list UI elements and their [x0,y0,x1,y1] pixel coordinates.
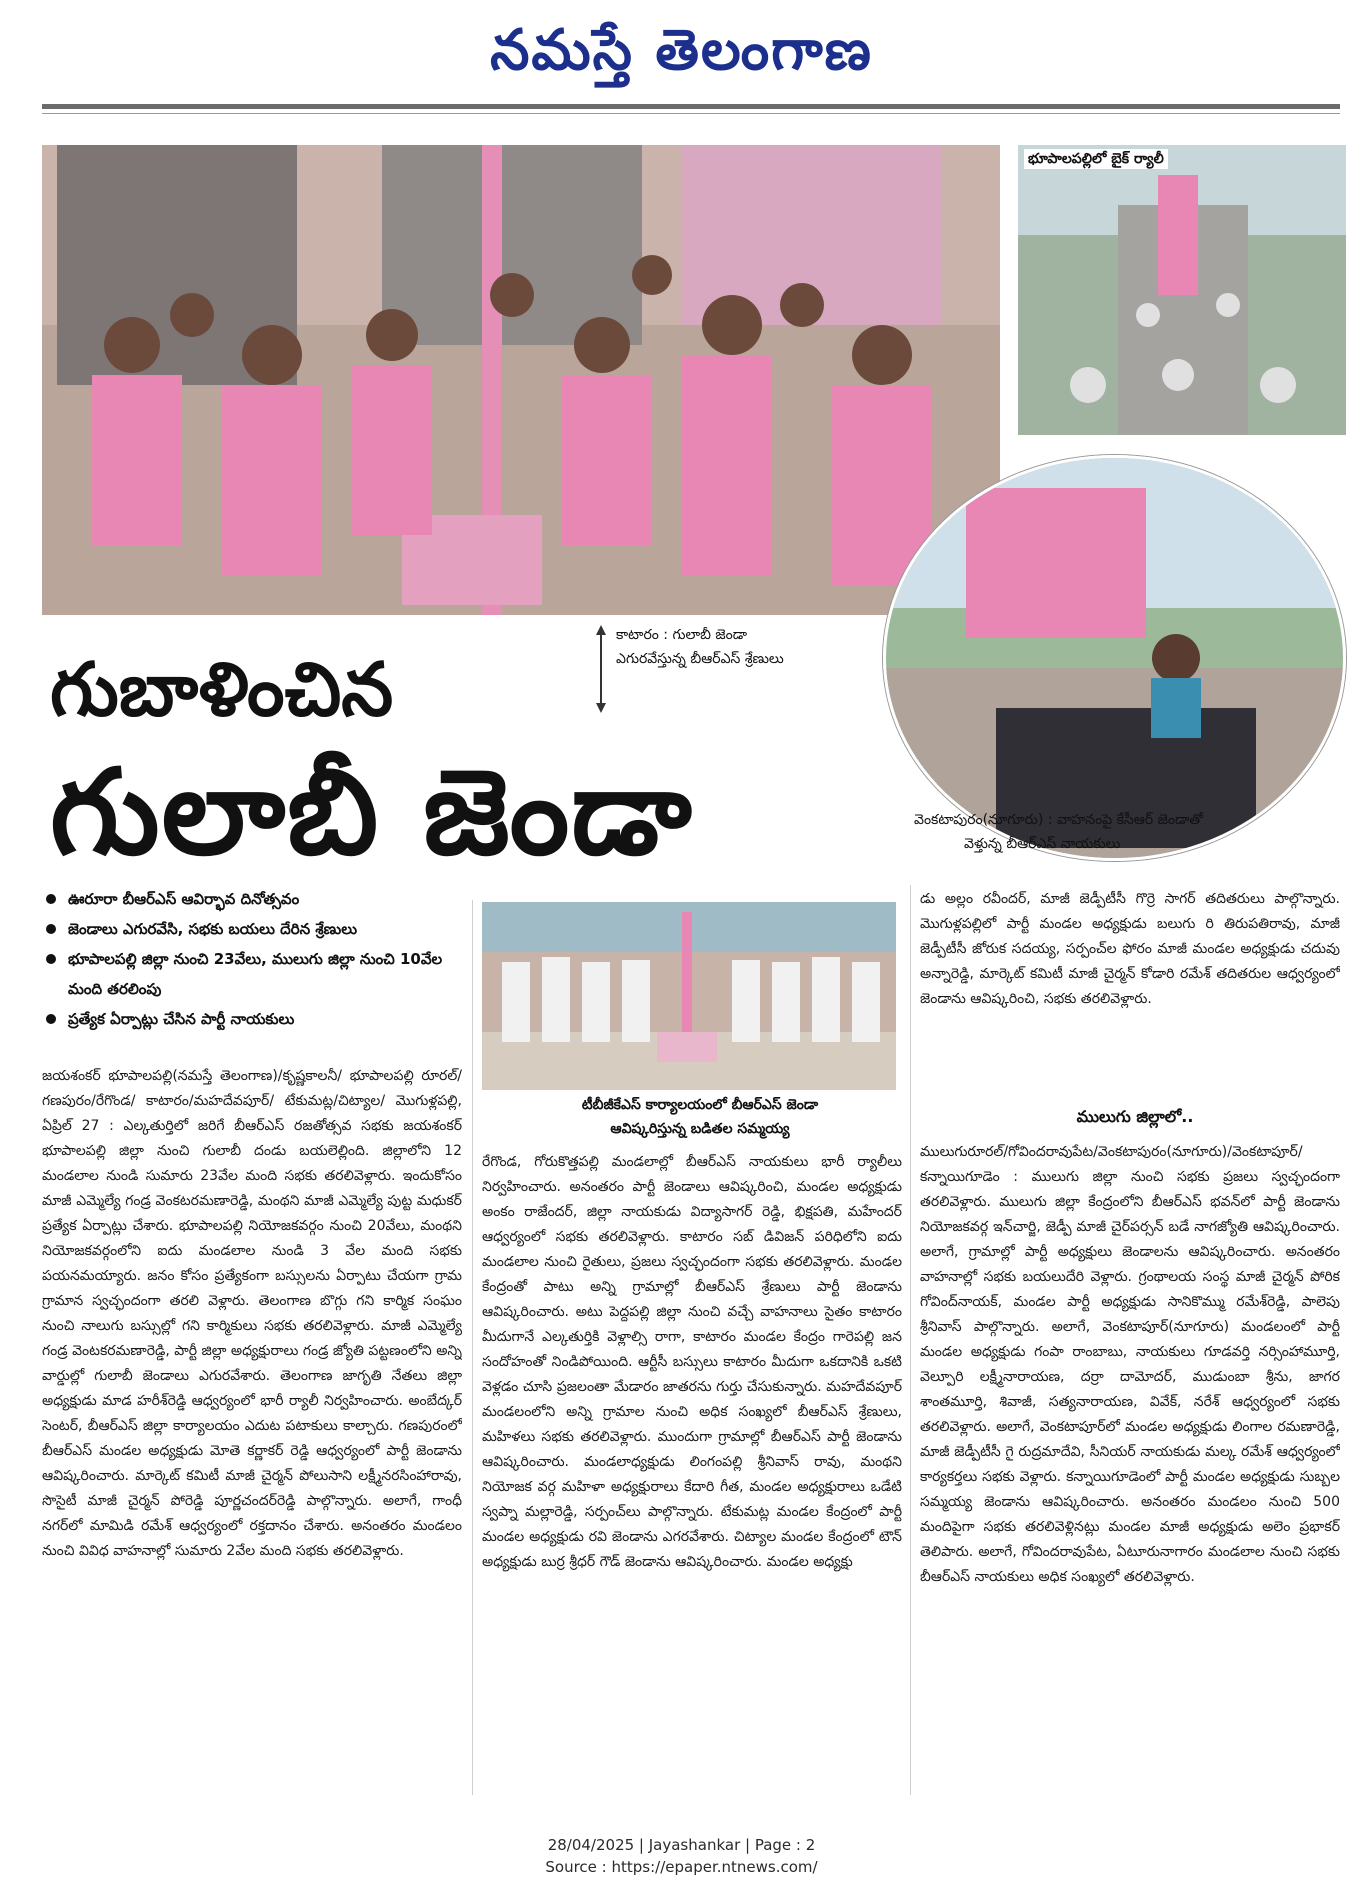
masthead-rule [42,104,1340,109]
tbgks-caption [500,1093,900,1149]
katharam-caption-line2: ఎగురవేస్తున్న బీఆర్‌ఎస్ శ్రేణులు [616,651,784,667]
article-column-3-top: డు అల్లం రవీందర్, మాజీ జెడ్పీటీసీ గొర్రె సాగర్ తదితరులు పాల్గొన్నారు. మొగుళ్లపల్లిలో పార్టీ మండల అధ్యక్షుడు బలుగు రి తిరుపతిరావు, మాజీ జెడ్పీటీసీ జోరుక సదయ్య, సర్పంచ్‌ల ఫోరం మాజీ మండల అధ్యక్షుడు చదువు అన్నారెడ్డి, మార్కెట్ కమిటీ మాజీ చైర్మన్ కోడారి రమేశ్ తదితరుల ఆధ్వర్యంలో జెండాను ఆవిష్కరించి, సభకు తరలివెళ్లారు. [920,891,1340,1007]
caption-arrow-icon [596,625,606,713]
page-footer-source: Source : https://epaper.ntnews.com/ [545,1858,818,1876]
headline-line1: గుబాళించిన [50,647,394,733]
column-divider [910,885,911,1795]
katharam-caption-line1: కాటారం : గులాబీ జెండా [616,627,747,643]
venkatapuram-caption-line1: వెంకటాపురం(నూగూరు) : వాహనంపై కేసీఆర్ జెండాతో [914,812,1203,828]
main-rally-photo [42,145,1000,615]
tbgks-caption-line1: టీబీజీకేఎస్ కార్యాలయంలో బీఆర్‌ఎస్ జెండా [581,1097,819,1113]
article-column-2: రేగొండ, గోరుకొత్తపల్లి మండలాల్లో బీఆర్‌ఎస్ నాయకులు భారీ ర్యాలీలు నిర్వహించారు. అనంతరం పార్టీ జెండాలు ఆవిష్కరించి, మండల అధ్యక్షుడు అంకం రాజేందర్, జిల్లా నాయకుడు విద్యాసాగర్ రెడ్డి, భిక్షపతి, మహేందర్ ఆధ్వర్యంలో సభకు తరలివెళ్లారు. కాటారం సబ్ డివిజన్ పరిధిలోని ఐదు మండలాల నుంచి రైతులు, ప్రజలు స్వచ్ఛందంగా సభకు తరలివెళ్లారు. మండల కేంద్రంతో పాటు అన్ని గ్రామాల్లో బీఆర్‌ఎస్ శ్రేణులు పార్టీ జెండాను ఆవిష్కరించారు. అటు పెద్దపల్లి జిల్లా నుంచి వచ్చే వాహనాలు సైతం కాటారం మీదుగానే ఎల్కతుర్తికి వెళ్లాల్సి రాగా, కాటారం మండల కేంద్రం గారెపల్లి జన సందోహంతో నిండిపోయింది. ఆర్టీసీ బస్సులు కాటారం మీదుగా ఒకదానికి ఒకటి వెళ్లడం చూసి ప్రజలంతా మేడారం జాతరను గుర్తు చేసుకున్నారు. మహదేవపూర్ మండలంలోని అన్ని గ్రామాల నుంచి అధిక సంఖ్యలో బీఆర్‌ఎస్ శ్రేణులు, మహిళలు సభకు తరలివెళ్లారు. ముందుగా గ్రామాల్లో బీఆర్‌ఎస్ పార్టీ జెండాను ఆవిష్కరించారు. మండలాధ్యక్షుడు లింగంపల్లి శ్రీనివాస్ రావు, మంథని నియోజక వర్గ మహిళా అధ్యక్షురాలు కేదారి గీత, మండల అధ్యక్షురాలు ఒడేటి స్వప్నా మల్లారెడ్డి, సర్పంచ్‌లు పాల్గొన్నారు. టేకుమట్ల మండల కేంద్రంలో పార్టీ మండల అధ్యక్షుడు రవి జెండాను ఎగరవేశారు. చిట్యాల మండల కేంద్రంలో టౌన్ అధ్యక్షుడు బుర్ర శ్రీధర్ గౌడ్ జెండాను ఆవిష్కరించారు. మండల అధ్యక్షు [482,1154,902,1570]
bike-rally-label: భూపాలపల్లిలో బైక్ ర్యాలీ [1024,149,1168,169]
mulugu-subheading: ములుగు జిల్లాలో.. [1076,1107,1194,1126]
highlight-item: ఊరూరా బీఆర్‌ఎస్ ఆవిర్భావ దినోత్సవం [40,884,470,914]
article-column-1: జయశంకర్ భూపాలపల్లి(నమస్తే తెలంగాణ)/కృష్ణకాలనీ/ భూపాలపల్లి రూరల్/గణపురం/రేగొండ/ కాటారం/మహదేవపూర్/ టేకుమట్ల/చిట్యాల/ మొగుళ్లపల్లి, ఏప్రిల్ 27 : ఎల్కతుర్తిలో జరిగే బీఆర్‌ఎస్ రజతోత్సవ సభకు జయశంకర్ భూపాలపల్లి జిల్లా నుంచి గులాబీ దండు బయలెల్లింది. జిల్లాలోని 12 మండలాల నుండి సుమారు 23వేల మంది సభకు తరలివెళ్లారు. ఇందుకోసం మాజీ ఎమ్మెల్యే గండ్ర వెంకటరమణారెడ్డి, మంథని మాజీ ఎమ్మెల్యే పుట్ట మధుకర్ ప్రత్యేక ఏర్పాట్లు చేశారు. భూపాలపల్లి నియోజకవర్గం నుంచి 20వేలు, మంథని నియోజకవర్గంలోని ఐదు మండలాల నుండి 3 వేల మంది సభకు పయనమయ్యారు. జనం కోసం ప్రత్యేకంగా బస్సులను ఏర్పాటు చేయగా గ్రామ గ్రామాన స్వచ్ఛందంగా తరలి వెళ్లారు. తెలంగాణ బొగ్గు గని కార్మిక సంఘం నుంచి నాలుగు బస్సుల్లో గని కార్మికులు సభకు తరలివెళ్లారు. మాజీ ఎమ్మెల్యే గండ్ర వెంటకరమణారెడ్డి, పార్టీ జిల్లా అధ్యక్షురాలు గండ్ర జ్యోతి పట్టణంలోని అన్ని వార్డుల్లో గులాబీ జెండాలు ఎగురవేశారు. తెలంగాణ జాగృతి నేతలు జిల్లా అధ్యక్షుడు మాడ హరీశ్‌రెడ్డి ఆధ్వర్యంలో భారీ ర్యాలీ నిర్వహించారు. అంబేద్కర్ సెంటర్, బీఆర్‌ఎస్ జిల్లా కార్యాలయం ఎదుట పటాకులు కాల్చారు. గణపురంలో బీఆర్‌ఎస్ మండల అధ్యక్షుడు మోతె కర్ణాకర్ రెడ్డి ఆధ్వర్యంలో పార్టీ జెండాను ఆవిష్కరించారు. మార్కెట్ కమిటీ మాజీ చైర్మన్ పోలుసాని లక్ష్మీనరసింహారావు, సొసైటీ మాజీ చైర్మన్ పోరెడ్డి పూర్ణచందర్‌రెడ్డి పాల్గొన్నారు. అలాగే, గాంధీ నగర్‌లో మామిడి రమేశ్ ఆధ్వర్యంలో రక్తదానం చేశారు. అనంతరం మండలం నుంచి వివిధ వాహనాల్లో సుమారు 2వేల మంది సభకు తరలివెళ్లారు. [42,1068,462,1559]
tbgks-caption-line2: ఆవిష్కరిస్తున్న బడితల సమ్మయ్య [610,1121,790,1137]
bike-rally-photo [1018,145,1346,435]
car-flag-photo [883,455,1346,861]
highlight-item: ప్రత్యేక ఏర్పాట్లు చేసిన పార్టీ నాయకులు [40,1004,470,1034]
headline-line2: గులాబీ జెండా [50,743,694,881]
venkatapuram-caption-line2: వెళ్తున్న బీఆర్‌ఎస్ నాయకులు [964,836,1121,852]
article-column-3-bottom: ములుగురూరల్/గోవిందరావుపేట/వెంకటాపురం(నూగూరు)/వెంకటాపూర్/కన్నాయిగూడెం : ములుగు జిల్లా నుంచి సభకు ప్రజలు స్వచ్ఛందంగా తరలివెళ్లారు. ములుగు జిల్లా కేంద్రంలోని బీఆర్‌ఎస్ భవన్‌లో పార్టీ జెండాను నియోజకవర్గ ఇన్‌చార్జి, జెడ్పీ మాజీ చైర్‌పర్సన్ బడే నాగజ్యోతి ఆవిష్కరించారు. అలాగే, గ్రామాల్లో పార్టీ అధ్యక్షులు జెండాలను ఆవిష్కరించారు. అనంతరం వాహనాల్లో సభకు బయలుదేరి వెళ్లారు. గ్రంథాలయ సంస్థ మాజీ చైర్మన్ పోరిక గోవింద్‌నాయక్, మండల పార్టీ అధ్యక్షుడు సానికొమ్ము రమేశ్‌రెడ్డి, పాలెపు శ్రీనివాస్ పాల్గొన్నారు. అలాగే, వెంకటాపూర్(నూగూరు) మండలంలో పార్టీ మండల అధ్యక్షుడు గంపా రాంబాబు, నాయకులు గూడవర్తి నర్సింహామూర్తి, వెల్పూరి లక్ష్మీనారాయణ, దర్రా దామోదర్, ముడుంబా శ్రీను, జాగర శాంతమూర్తి, శివాజీ, సత్యనారాయణ, వివేక్, నరేశ్ ఆధ్వర్యంలో సభకు తరలివెళ్లారు. అలాగే, వెంకటాపూర్‌లో మండల అధ్యక్షుడు లింగాల రమణారెడ్డి, మాజీ జెడ్పీటీసీ గై రుద్రమాదేవి, సీనియర్ నాయకుడు మల్క రమేశ్ ఆధ్వర్యంలో కార్యకర్తలు సభకు వెళ్లారు. కన్నాయిగూడెంలో పార్టీ మండల అధ్యక్షుడు సుబ్బల సమ్మయ్య జెండాను ఆవిష్కరించారు. అనంతరం మండలం నుంచి 500 మందిపైగా సభకు తరలివెళ్లినట్లు మండల మాజీ అధ్యక్షుడు అలెం ప్రభాకర్ తెలిపారు. అలాగే, గోవిందరావుపేట, ఏటూరునాగారం మండలాల నుంచి సభకు బీఆర్‌ఎస్ నాయకులు అధిక సంఖ్యలో తరలివెళ్లారు. [920,1144,1340,1585]
column-divider [472,900,473,1795]
highlights-list [40,884,470,1062]
tbgks-office-photo [482,902,896,1090]
venkatapuram-caption [914,808,1354,864]
masthead-rule-thin [42,113,1340,114]
newspaper-masthead: నమస్తే తెలంగాణ [490,17,873,83]
highlight-item: జెండాలు ఎగురవేసి, సభకు బయలు దేరిన శ్రేణులు [40,914,470,944]
katharam-caption [616,623,896,679]
page-footer-date: 28/04/2025 | Jayashankar | Page : 2 [547,1836,816,1854]
highlight-item: భూపాలపల్లి జిల్లా నుంచి 23వేలు, ములుగు జిల్లా నుంచి 10వేల మంది తరలింపు [40,944,470,1004]
